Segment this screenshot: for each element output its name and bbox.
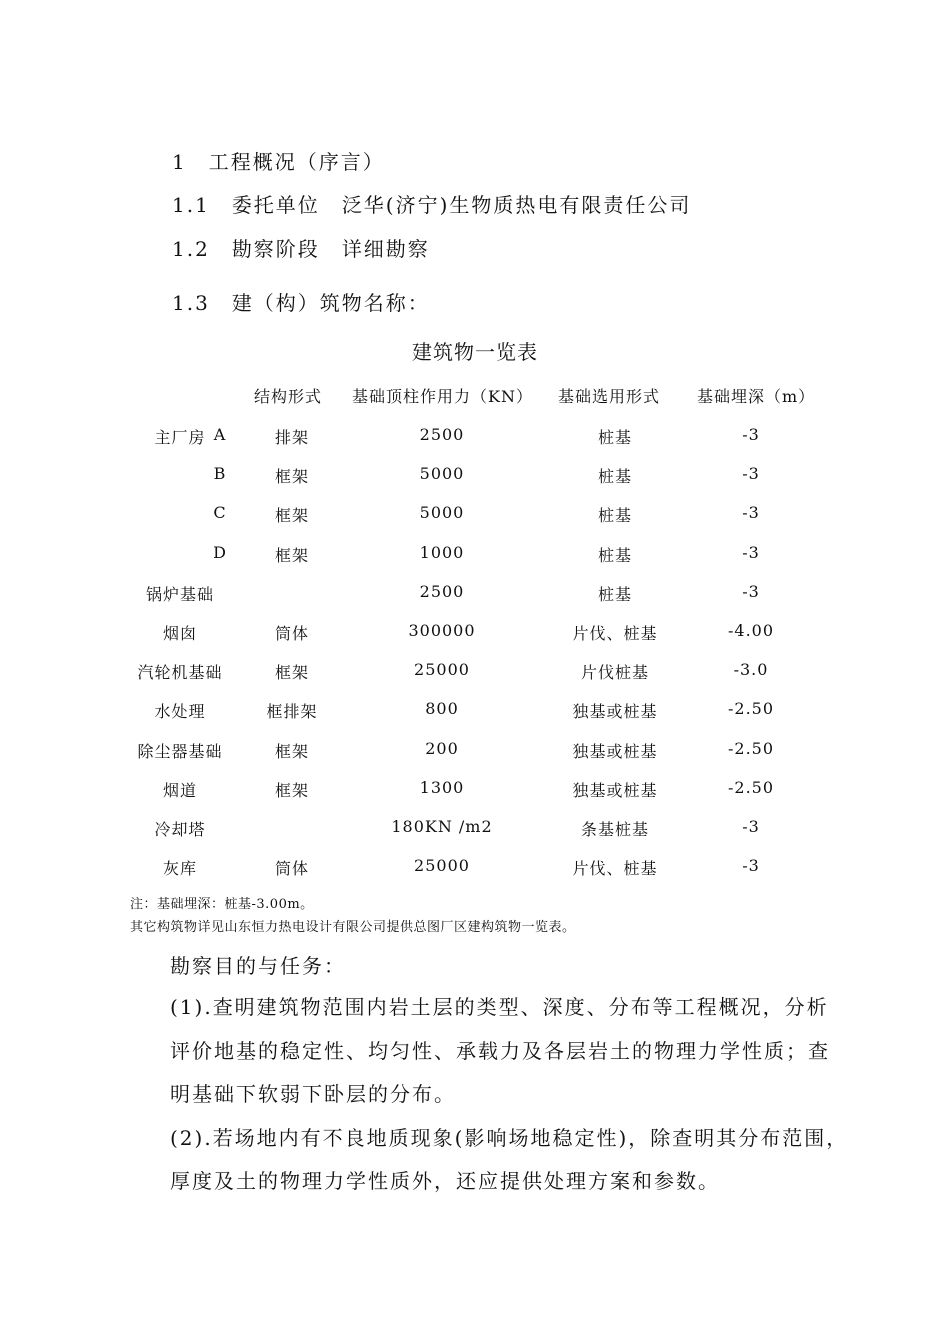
cell-force: 25000 — [414, 856, 470, 876]
cell-structure: 筒体 — [274, 624, 310, 643]
section-1-1-heading — [172, 189, 691, 218]
section-1-heading — [172, 146, 385, 175]
cell-depth: -3.0 — [733, 660, 769, 680]
cell-force: 200 — [425, 738, 459, 758]
task-1-line-2: 评价地基的稳定性、均匀性、承载力及各层岩土的物理力学性质；查 — [170, 1039, 830, 1063]
table-row — [0, 660, 950, 684]
table-row — [0, 739, 950, 763]
table-row — [0, 582, 950, 606]
section-label: 勘察阶段 — [231, 237, 320, 261]
cell-force: 25000 — [414, 660, 470, 680]
cell-sub: B — [213, 464, 227, 484]
cell-foundation: 桩基 — [597, 506, 633, 526]
note-depth: 注：基础埋深：桩基-3.00m。 — [130, 897, 314, 912]
cell-name: 主厂房 — [154, 428, 206, 447]
cell-structure: 框架 — [274, 741, 310, 761]
table-row — [0, 817, 950, 841]
cell-depth: -3 — [742, 856, 760, 876]
cell-depth: -2.50 — [727, 699, 775, 719]
section-label: 建（构）筑物名称： — [231, 291, 430, 315]
header-depth: 基础埋深（m） — [697, 387, 816, 406]
cell-foundation: 片伐、桩基 — [572, 859, 658, 879]
cell-structure: 框架 — [274, 545, 310, 565]
cell-name: 水处理 — [154, 702, 206, 722]
table-row — [0, 503, 950, 527]
cell-force: 300000 — [408, 621, 476, 640]
cell-foundation: 桩基 — [597, 467, 633, 487]
cell-force: 5000 — [419, 464, 465, 484]
client-name: 泛华(济宁)生物质热电有限责任公司 — [341, 193, 692, 217]
cell-depth: -3 — [742, 817, 760, 836]
cell-structure: 框架 — [274, 780, 310, 800]
table-row — [0, 425, 950, 449]
cell-depth: -4.00 — [727, 621, 775, 640]
cell-depth: -2.50 — [727, 777, 775, 797]
cell-foundation: 独基或桩基 — [572, 702, 658, 722]
cell-name: 烟囱 — [162, 624, 198, 643]
survey-stage: 详细勘察 — [341, 237, 430, 261]
cell-structure: 排架 — [274, 428, 310, 447]
cell-foundation: 桩基 — [597, 428, 633, 447]
cell-name: 汽轮机基础 — [137, 663, 223, 683]
note-other: 其它构筑物详见山东恒力热电设计有限公司提供总图厂区建构筑物一览表。 — [130, 920, 576, 935]
cell-depth: -3 — [742, 581, 760, 601]
cell-structure: 框架 — [274, 663, 310, 683]
cell-force: 5000 — [419, 503, 465, 523]
cell-name: 烟道 — [162, 780, 198, 800]
cell-name: 除尘器基础 — [137, 741, 223, 761]
header-foundation: 基础选用形式 — [558, 387, 661, 406]
cell-depth: -3 — [742, 464, 760, 484]
section-label: 委托单位 — [231, 193, 320, 217]
task-2-line-2: 厚度及土的物理力学性质外，还应提供处理方案和参数。 — [170, 1169, 720, 1193]
section-1-2-heading — [172, 233, 430, 262]
cell-depth: -2.50 — [727, 738, 775, 758]
table-title: 建筑物一览表 — [412, 340, 538, 364]
task-2-line-1: (2).若场地内有不良地质现象(影响场地稳定性)，除查明其分布范围， — [170, 1126, 849, 1150]
cell-depth: -3 — [742, 503, 760, 523]
cell-name: 冷却塔 — [154, 820, 206, 839]
cell-foundation: 片伐、桩基 — [572, 624, 658, 643]
section-number: 1.2 — [172, 237, 210, 261]
cell-structure: 筒体 — [274, 859, 310, 879]
cell-structure: 框架 — [274, 506, 310, 526]
cell-structure: 框架 — [274, 467, 310, 487]
task-1-line-3: 明基础下软弱下卧层的分布。 — [170, 1082, 456, 1106]
cell-force: 2500 — [419, 425, 465, 444]
tasks-heading: 勘察目的与任务： — [170, 954, 346, 978]
header-force: 基础顶柱作用力（KN） — [352, 387, 533, 406]
cell-name: 灰库 — [162, 859, 198, 879]
cell-foundation: 独基或桩基 — [572, 741, 658, 761]
header-structure: 结构形式 — [254, 387, 323, 406]
section-number: 1.1 — [172, 193, 210, 217]
cell-sub: D — [213, 542, 227, 562]
cell-depth: -3 — [742, 542, 760, 562]
table-row — [0, 543, 950, 567]
cell-force: 1300 — [419, 777, 465, 797]
cell-sub: A — [213, 425, 227, 444]
cell-name: 锅炉基础 — [145, 584, 215, 604]
cell-foundation: 桩基 — [597, 584, 633, 604]
cell-force: 800 — [425, 699, 459, 719]
cell-force: 180KN /m2 — [391, 817, 493, 836]
cell-foundation: 条基桩基 — [580, 820, 650, 839]
section-title: 工程概况（序言） — [208, 150, 385, 174]
cell-foundation: 桩基 — [597, 545, 633, 565]
section-1-3-heading — [172, 287, 430, 316]
cell-sub: C — [213, 503, 227, 523]
table-row — [0, 778, 950, 802]
table-row — [0, 464, 950, 488]
task-1-line-1: (1).查明建筑物范围内岩土层的类型、深度、分布等工程概况，分析 — [170, 995, 829, 1019]
section-number: 1.3 — [172, 291, 210, 315]
cell-force: 2500 — [419, 581, 465, 601]
table-row — [0, 856, 950, 880]
table-row — [0, 621, 950, 645]
cell-force: 1000 — [419, 542, 465, 562]
cell-foundation: 片伐桩基 — [580, 663, 650, 683]
cell-depth: -3 — [742, 425, 760, 444]
cell-foundation: 独基或桩基 — [572, 780, 658, 800]
table-row — [0, 699, 950, 723]
cell-structure: 框排架 — [266, 702, 318, 722]
section-number: 1 — [172, 150, 187, 174]
